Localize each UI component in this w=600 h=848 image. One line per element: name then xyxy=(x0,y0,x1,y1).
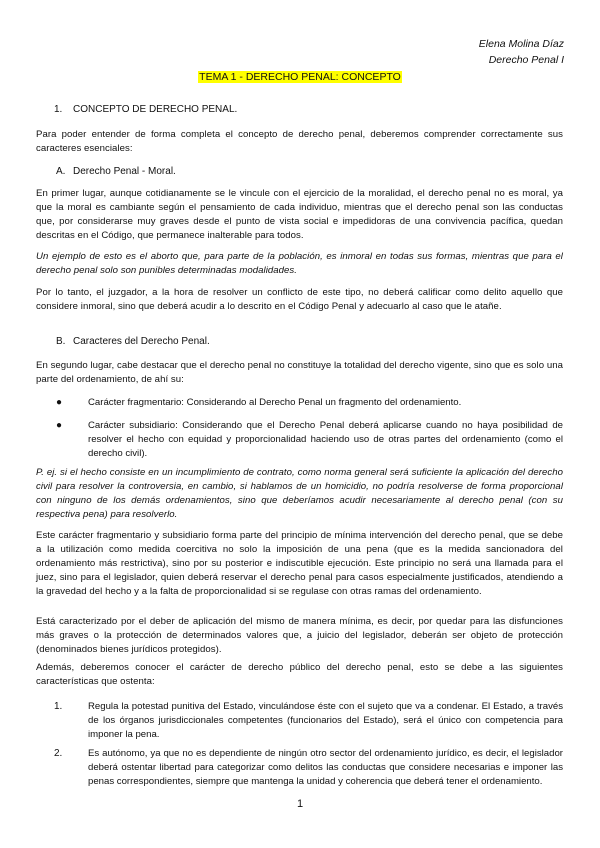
bullet-icon: ● xyxy=(56,397,63,408)
paragraph-moral: En primer lugar, aunque cotidianamente se le vincule con el ejercicio de la moralidad, el derecho penal no es moral, ya que la moral es cambiante según el pensamiento de cada individuo, mientras que el derecho penal son las conductas que, por considerarse muy graves desde el punto de vista social e impedidoras de una convivencia pacífica, quedan descritas en el Código, que permanece inalterable para todos. xyxy=(36,188,563,241)
subsection-b-heading: Caracteres del Derecho Penal. xyxy=(73,336,210,347)
bullet-subsidiario: Carácter subsidiario: Considerando que el Derecho Penal deberá aplicarse cuando no haya posibilidad de resolver el hecho con equidad y proporcionalidad haciendo uso de otras partes del ordenamiento (como el derecho civil). xyxy=(88,420,563,459)
paragraph-juzgador: Por lo tanto, el juzgador, a la hora de resolver un conflicto de este tipo, no deberá calificar como delito aquello que considere inmoral, sino que deberá acudir a lo descrito en el Código Penal y adecuarlo al caso que le atañe. xyxy=(36,287,563,312)
section-number: 1. xyxy=(54,104,63,115)
paragraph-minima-intervencion: Este carácter fragmentario y subsidiario forma parte del principio de mínima intervención del derecho penal, que se debe a la utilización como medida coercitiva no solo la imposición de una pena (que es la medida sancionadora del ordenamiento más restrictiva), sino por su posterior e indiscutible ejecución. Este principio no será una llamada para el juez, sino para el legislador, quien deberá reservar el derecho penal para casos especialmente justificados, atendiendo a la gravedad del hecho y a la falta de proporcionalidad si se regulase con otras ramas del ordenamiento. xyxy=(36,530,563,597)
subsection-a-heading: Derecho Penal - Moral. xyxy=(73,166,176,177)
page-number: 1 xyxy=(296,798,304,810)
paragraph-aplicacion-minima: Está caracterizado por el deber de aplicación del mismo de manera mínima, es decir, por quedar para las disfunciones más graves o la protección de determinados valores que, a juicio del legislador, deberán ser objeto de protección (denominados bienes jurídicos protegidos). xyxy=(36,616,563,655)
paragraph-derecho-publico: Además, deberemos conocer el carácter de derecho público del derecho penal, esto se debe a las siguientes características que ostenta: xyxy=(36,662,563,687)
subsection-b-letter: B. xyxy=(56,336,66,347)
subsection-a-letter: A. xyxy=(56,166,66,177)
paragraph-example-contrato: P. ej. si el hecho consiste en un incumplimiento de contrato, como norma general será suficiente la aplicación del derecho civil para resolver la controversia, en cambio, si hablamos de un homicidio, no podría resolverse de forma proporcional con ninguno de los demás ordenamientos, sino que deberíamos acudir necesariamente al derecho penal (con su respectiva pena) para resolverlo. xyxy=(36,467,563,520)
document-title: TEMA 1 - DERECHO PENAL: CONCEPTO xyxy=(199,71,401,83)
bullet-icon: ● xyxy=(56,420,63,431)
intro-paragraph: Para poder entender de forma completa el concepto de derecho penal, deberemos comprender correctamente sus caracteres esenciales: xyxy=(36,129,563,154)
course-name: Derecho Penal I xyxy=(488,54,564,66)
paragraph-segundo-lugar: En segundo lugar, cabe destacar que el derecho penal no constituye la totalidad del derecho vigente, sino que es solo una parte del ordenamiento, de ahí su: xyxy=(36,360,563,385)
title-line xyxy=(0,67,600,85)
section-heading: CONCEPTO DE DERECHO PENAL. xyxy=(73,104,238,115)
list-number-1: 1. xyxy=(54,701,63,712)
paragraph-example-aborto: Un ejemplo de esto es el aborto que, para parte de la población, es inmoral en todas sus formas, mientras que para el derecho penal solo son punibles determinadas modalidades. xyxy=(36,251,563,276)
list-item-potestad: Regula la potestad punitiva del Estado, vinculándose éste con el sujeto que va a condenar. El Estado, a través de los órganos jurisdiccionales competentes (funcionarios del Estado), será el único con competencia para imponer la pena. xyxy=(88,701,563,740)
bullet-fragmentario: Carácter fragmentario: Considerando al Derecho Penal un fragmento del ordenamiento. xyxy=(88,397,462,408)
list-number-2: 2. xyxy=(54,748,63,759)
author-name: Elena Molina Díaz xyxy=(478,38,564,50)
list-item-autonomo: Es autónomo, ya que no es dependiente de ningún otro sector del ordenamiento jurídico, es decir, el legislador deberá ostentar libertad para categorizar como delitos las conductas que considere necesarias e imponer las penas correspondientes, siempre que mantenga la unidad y coherencia que deberá tener el ordenamiento. xyxy=(88,748,563,787)
